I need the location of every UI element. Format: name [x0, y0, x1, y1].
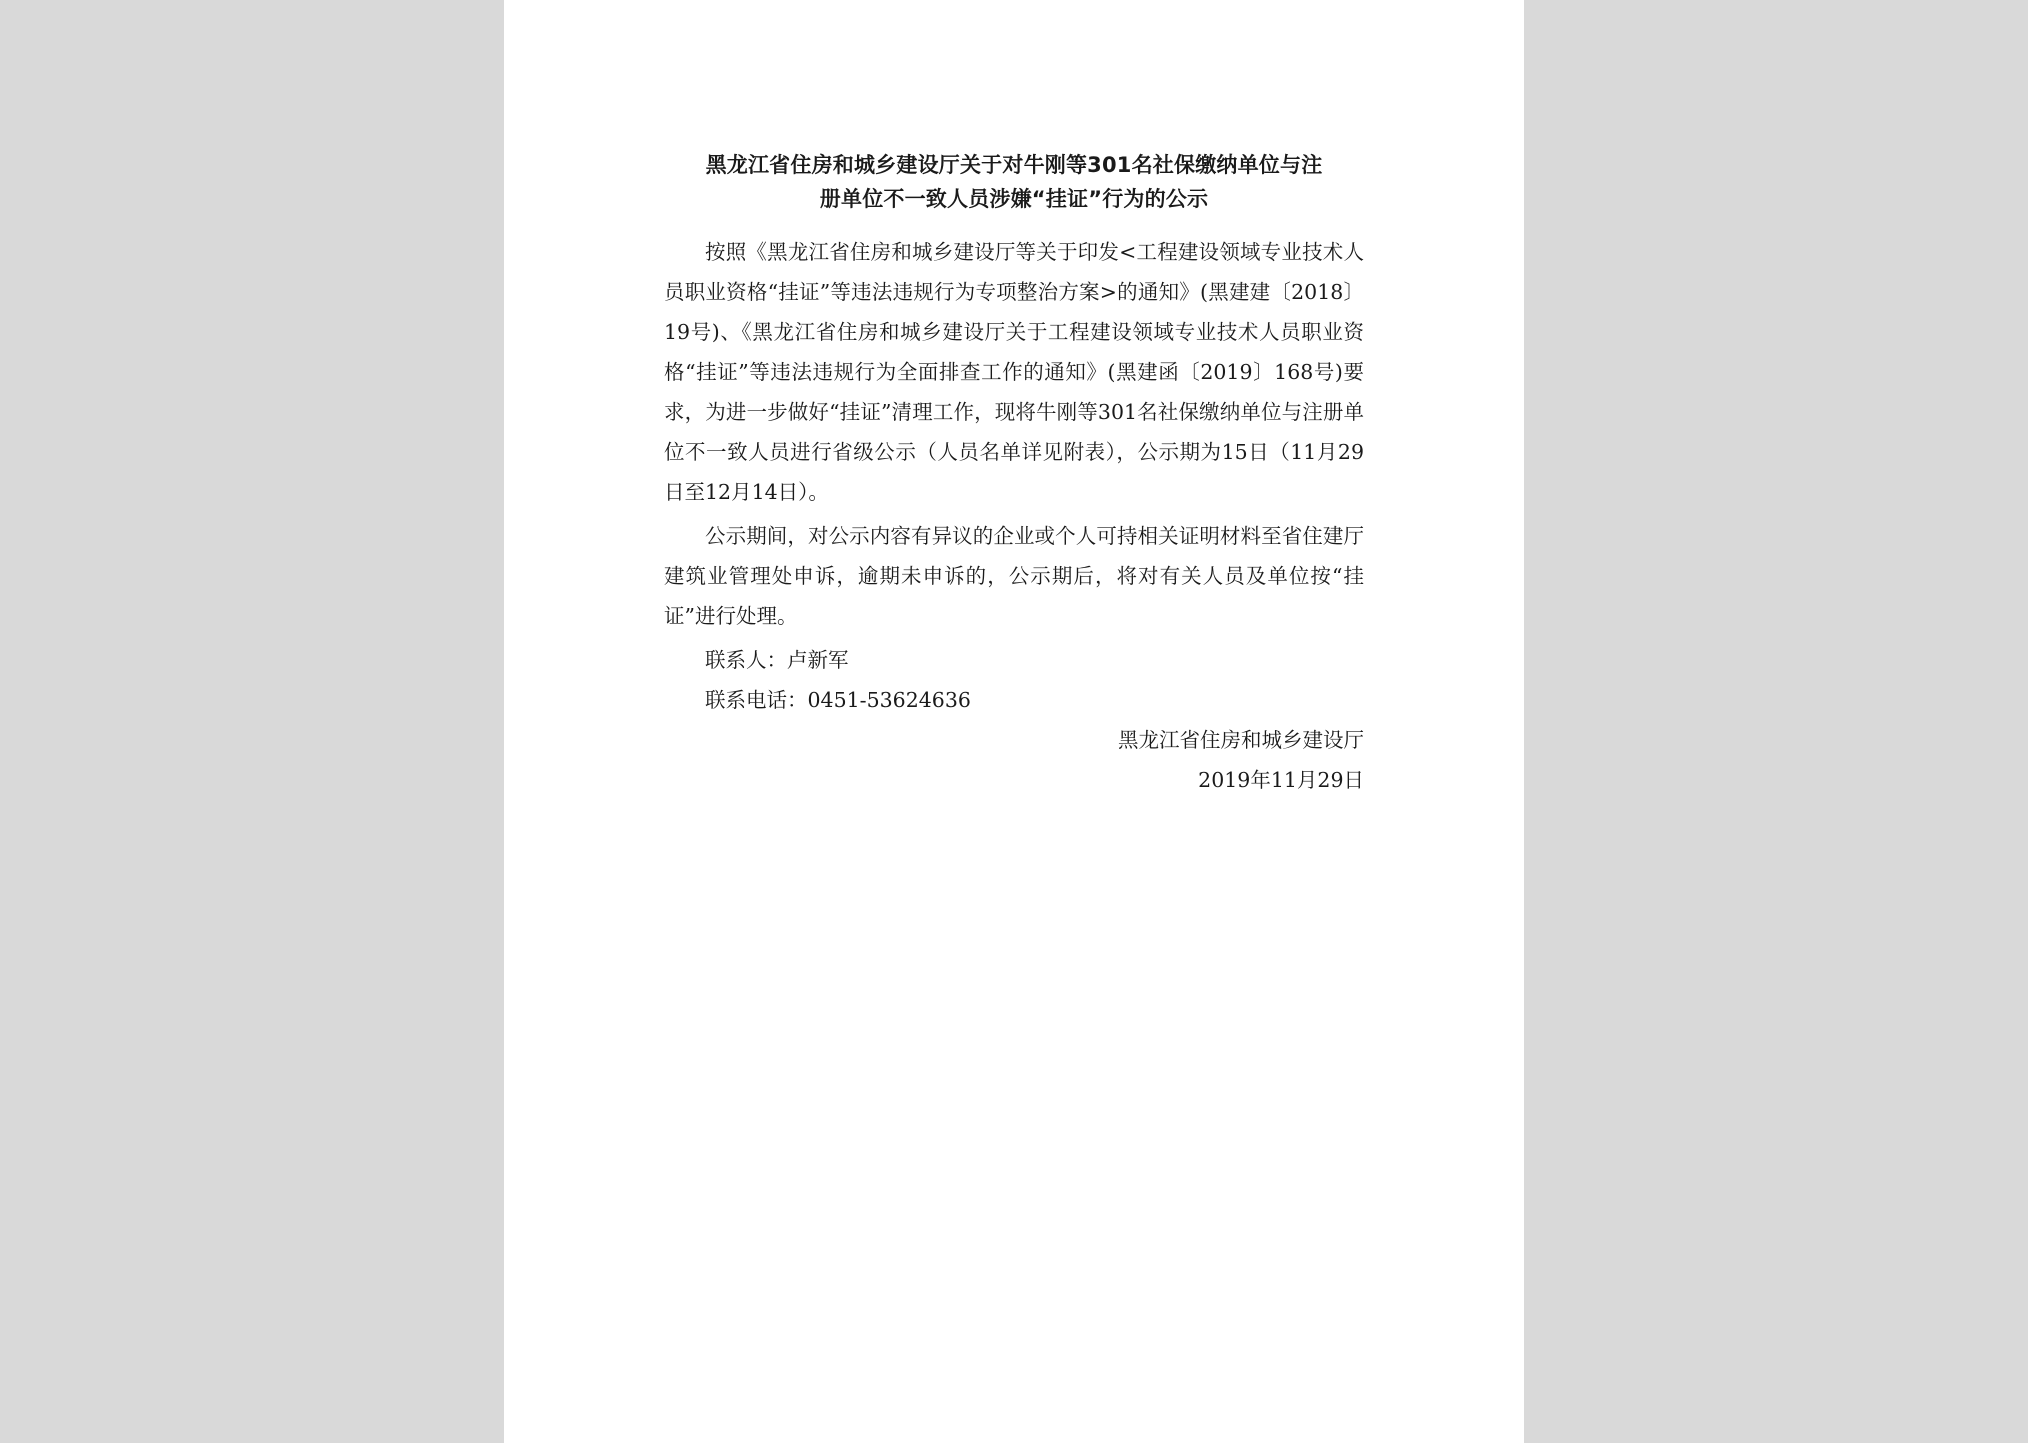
body-paragraph-1: 按照《黑龙江省住房和城乡建设厅等关于印发<工程建设领域专业技术人员职业资格“挂证”等违法违规行为专项整治方案>的通知》(黑建建〔2018〕19号)、《黑龙江省住房和城乡建设厅关于工程建设领域专业技术人员职业资格“挂证”等违法违规行为全面排查工作的通知》(黑建函〔2019〕168号)要求，为进一步做好“挂证”清理工作，现将牛刚等301名社保缴纳单位与注册单位不一致人员进行省级公示（人员名单详见附表），公示期为15日（11月29日至12月14日）。: [664, 240, 1364, 504]
document-page: [504, 0, 1524, 1443]
title-line-1: 黑龙江省住房和城乡建设厅关于对牛刚等301名社保缴纳单位与注: [705, 153, 1323, 177]
issue-date: 2019年11月29日: [1198, 768, 1364, 792]
contact-phone: 联系电话：0451-53624636: [705, 688, 971, 712]
body-paragraph-2: 公示期间，对公示内容有异议的企业或个人可持相关证明材料至省住建厅建筑业管理处申诉，逾期未申诉的，公示期后，将对有关人员及单位按“挂证”进行处理。: [664, 524, 1364, 628]
page-content: [664, 148, 1364, 800]
document-title: [664, 148, 1364, 216]
contact-person: 联系人：卢新军: [705, 648, 849, 672]
title-line-2: 册单位不一致人员涉嫌“挂证”行为的公示: [819, 187, 1209, 211]
issuer-signature: 黑龙江省住房和城乡建设厅: [1118, 728, 1364, 752]
